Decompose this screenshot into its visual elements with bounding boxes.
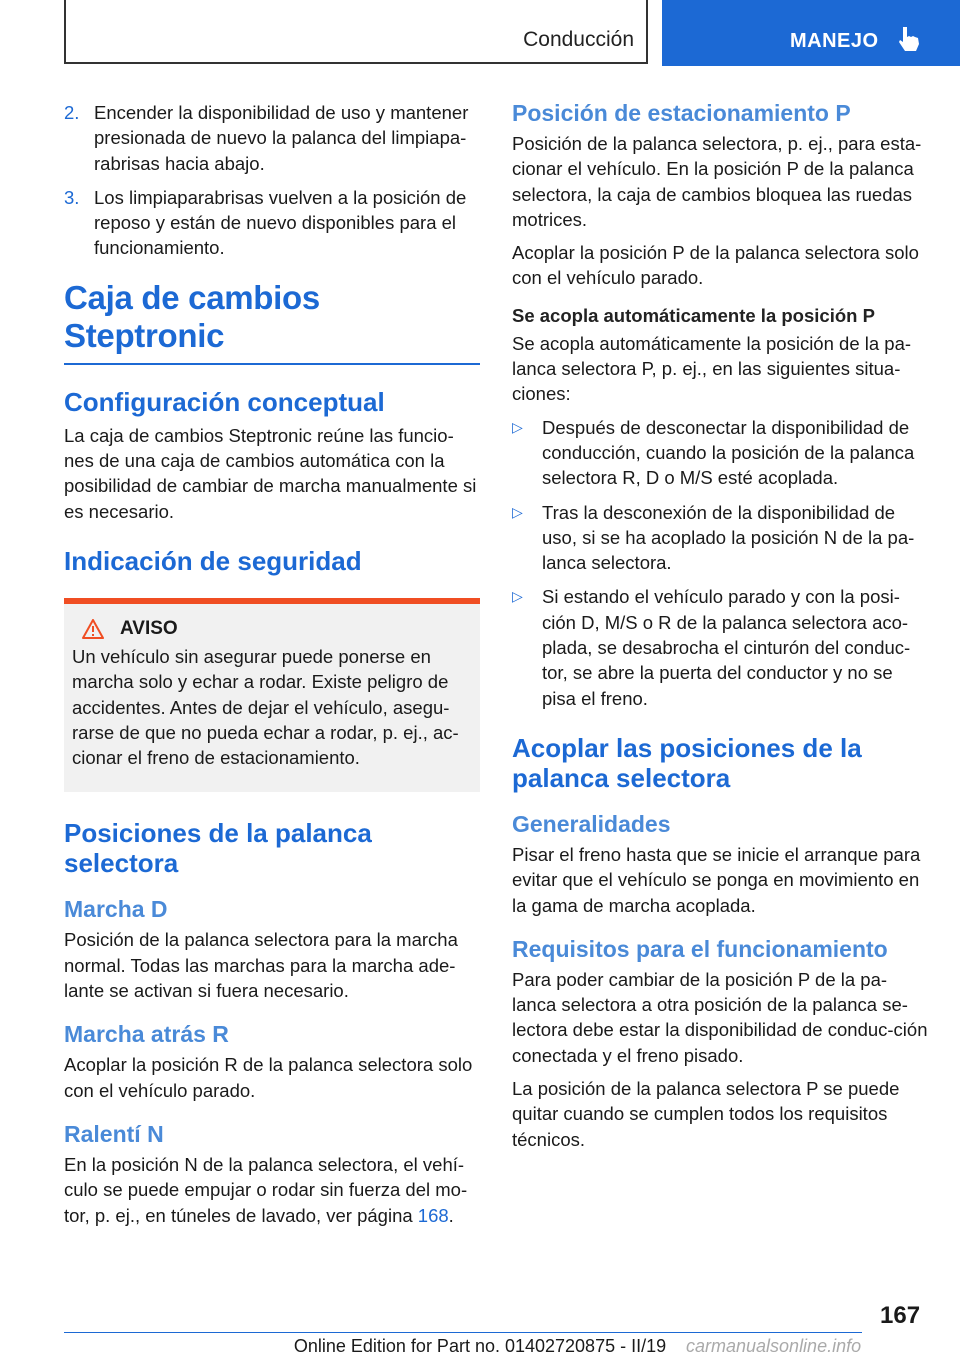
positions-heading: Posiciones de la palanca selectora bbox=[64, 818, 372, 879]
p-text-1: Posición de la palanca selectora, p. ej., para esta-cionar el vehículo. En la posición P de la palanca selectora, la caja de cambios bloquea las ruedas motrices. bbox=[512, 133, 922, 230]
n-text-end: . bbox=[448, 1204, 454, 1226]
auto-heading: Se acopla automáticamente la posición P bbox=[512, 304, 875, 326]
n-heading: Ralentí N bbox=[64, 1120, 164, 1147]
warning-box bbox=[64, 598, 480, 792]
d-heading: Marcha D bbox=[64, 896, 168, 923]
step-text: Los limpiaparabrisas vuelven a la posición de reposo y están de nuevo disponibles para el funcionamiento. bbox=[94, 186, 467, 259]
list-item-text: Si estando el vehículo parado y con la posi-ción D, M/S o R de la palanca selectora aco-plada, se desabrocha el cinturón del conduc-tor, se abre la puerta del conductor y no se pisa el freno. bbox=[542, 586, 911, 709]
d-text: Posición de la palanca selectora para la marcha normal. Todas las marchas para la marcha ade-lante se activan si fuera necesario. bbox=[64, 929, 458, 1002]
req-text-1: Para poder cambiar de la posición P de la pa-lanca selectora a otra posición de la palanca se-lectora debe estar la disponibilidad de conduc-ción conectada y el freno pisado. bbox=[512, 968, 928, 1066]
warning-label: AVISO bbox=[120, 617, 178, 639]
watermark: carmanualsonline.info bbox=[686, 1336, 862, 1356]
r-heading: Marcha atrás R bbox=[64, 1021, 229, 1048]
triangle-bullet-icon: ▷ bbox=[512, 418, 523, 435]
list-item-text: Después de desconectar la disponibilidad de conducción, cuando la posición de la palanca selectora R, D o M/S esté acoplada. bbox=[542, 416, 915, 489]
right-column bbox=[512, 100, 928, 1160]
list-item bbox=[512, 500, 928, 576]
step-item bbox=[64, 185, 480, 261]
config-text: La caja de cambios Steptronic reúne las funcio-nes de una caja de cambios automática con la posibilidad de cambiar de marcha manualmente si es necesario. bbox=[64, 424, 477, 522]
warning-text: Un vehículo sin asegurar puede ponerse en marcha solo y echar a rodar. Existe peligro de accidentes. Antes de dejar el vehículo, asegu-rarse de que no pueda echar a rodar, p. ej., ac-cionar el freno de estacionamiento. bbox=[72, 645, 459, 769]
left-column bbox=[64, 100, 480, 1236]
triangle-bullet-icon: ▷ bbox=[512, 588, 523, 605]
warning-triangle-icon bbox=[82, 619, 104, 639]
list-item bbox=[512, 415, 928, 491]
safety-heading: Indicación de seguridad bbox=[64, 545, 362, 576]
general-text: Pisar el freno hasta que se inicie el arranque para evitar que el vehículo se ponga en movimiento en la gama de marcha acoplada. bbox=[512, 843, 921, 916]
r-text: Acoplar la posición R de la palanca selectora solo con el vehículo parado. bbox=[64, 1054, 473, 1101]
p-text-2: Acoplar la posición P de la palanca selectora solo con el vehículo parado. bbox=[512, 242, 919, 289]
page-title: Caja de cambios Steptronic bbox=[64, 279, 480, 365]
config-heading: Configuración conceptual bbox=[64, 386, 385, 417]
page-header bbox=[0, 0, 960, 66]
req-heading: Requisitos para el funcionamiento bbox=[512, 935, 888, 962]
n-paragraph bbox=[64, 1152, 480, 1228]
page-number: 167 bbox=[880, 1302, 921, 1329]
chapter-tab-label: MANEJO bbox=[790, 30, 879, 52]
general-heading: Generalidades bbox=[512, 810, 671, 837]
auto-text: Se acopla automáticamente la posición de la pa-lanca selectora P, p. ej., en las siguientes situa-ciones: bbox=[512, 332, 912, 405]
hand-pointer-icon bbox=[894, 24, 924, 54]
step-number: 2. bbox=[64, 102, 80, 123]
triangle-bullet-icon: ▷ bbox=[512, 503, 523, 520]
p-heading: Posición de estacionamiento P bbox=[512, 100, 851, 126]
step-number: 3. bbox=[64, 186, 80, 208]
step-item bbox=[64, 100, 480, 176]
req-text-2: La posición de la palanca selectora P se puede quitar cuando se cumplen todos los requisitos técnicos. bbox=[512, 1078, 900, 1150]
engage-heading: Acoplar las posiciones de la palanca selectora bbox=[512, 732, 862, 793]
chapter-tab[interactable] bbox=[662, 0, 960, 66]
step-text: Encender la disponibilidad de uso y mantener presionada de nuevo la palanca del limpiapa-rabrisas hacia abajo. bbox=[94, 102, 469, 174]
list-item bbox=[512, 584, 928, 710]
footer-divider bbox=[64, 1332, 862, 1333]
n-text: En la posición N de la palanca selectora, el vehí-culo se puede empujar o rodar sin fuerza del mo-tor, p. ej., en túneles de lavado, ver página bbox=[64, 1153, 468, 1226]
edition-footer: Online Edition for Part no. 01402720875 - II/19 bbox=[293, 1336, 667, 1356]
list-item-text: Tras la desconexión de la disponibilidad de uso, si se ha acoplado la posición N de la pa-lanca selectora. bbox=[542, 501, 915, 574]
warning-header bbox=[72, 618, 472, 640]
page-link[interactable]: 168 bbox=[417, 1204, 449, 1226]
section-title: Conducción bbox=[523, 28, 634, 51]
